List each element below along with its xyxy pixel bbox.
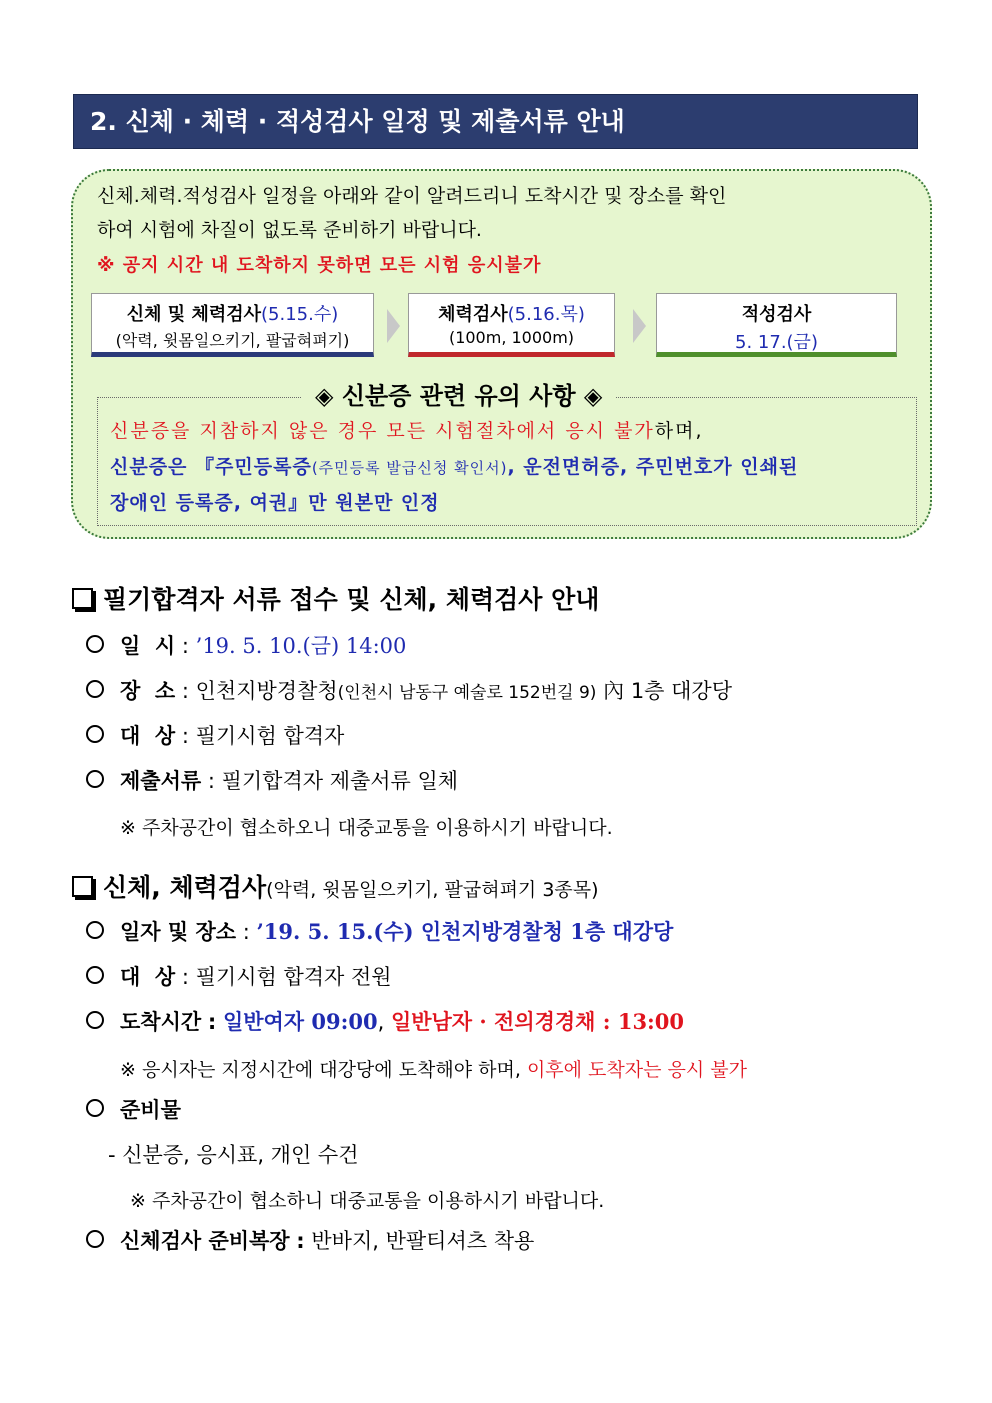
- arrival-warning: ※ 공지 시간 내 도착하지 못하면 모든 시험 응시불가: [97, 255, 542, 276]
- arrival-note-b: 이후에 도착자는 응시 불가: [526, 1059, 747, 1081]
- notice-intro: [97, 179, 726, 247]
- arrow-right-icon: [633, 309, 646, 343]
- prep-label: 준비물: [120, 1098, 181, 1122]
- circle-bullet-icon: [86, 680, 104, 698]
- intro-line-2: 하여 시험에 차질이 없도록 준비하기 바랍니다.: [97, 219, 482, 241]
- step-date: 5. 17.(금): [735, 332, 818, 353]
- section2-date-row: 일자 및 장소 : ’19. 5. 15.(수) 인천지방경찰청 1층 대강당: [86, 916, 673, 946]
- arrival-women: 일반여자 09:00: [222, 1009, 378, 1034]
- step-name: 적성검사: [741, 304, 812, 325]
- circle-bullet-icon: [86, 921, 104, 939]
- id-line-3: 장애인 등록증, 여권』만 원본만 인정: [110, 492, 440, 514]
- circle-bullet-icon: [86, 725, 104, 743]
- step-detail: (악력, 윗몸일으키기, 팔굽혀펴기): [115, 331, 350, 350]
- section1-target-row: 대 상 : 필기시험 합격자: [86, 720, 344, 750]
- circle-bullet-icon: [86, 966, 104, 984]
- step-date: (5.16.목): [507, 304, 585, 325]
- intro-line-1: 신체.체력.적성검사 일정을 아래와 같이 알려드리니 도착시간 및 장소를 확인: [97, 185, 727, 207]
- target-label: 대 상: [120, 724, 176, 748]
- docs-label: 제출서류: [120, 769, 202, 793]
- date-place-label: 일자 및 장소: [120, 920, 237, 944]
- target-label: 대 상: [120, 965, 176, 989]
- arrival-label: 도착시간: [120, 1010, 202, 1034]
- id-notice-title: ◈ 신분증 관련 유의 사항 ◈: [301, 376, 616, 411]
- step-name: 체력검사: [438, 304, 508, 325]
- id-line-2-b: , 운전면허증, 주민번호가 인쇄된: [507, 456, 799, 478]
- id-line-2: [110, 452, 798, 479]
- id-line-2-a: 신분증은 『주민등록증: [110, 456, 312, 478]
- place-address: (인천시 남동구 예술로 152번길 9): [337, 683, 597, 703]
- checkbox-icon: [72, 588, 93, 609]
- id-line-1-rest: 하며,: [654, 420, 704, 442]
- target-value: 필기시험 합격자: [195, 724, 345, 748]
- section2-prep-row: [86, 1094, 181, 1124]
- step-name: 신체 및 체력검사: [126, 304, 261, 325]
- date-value: ’19. 5. 10.(금) 14:00: [195, 634, 407, 658]
- prep-parking-note: ※ 주차공간이 협소하니 대중교통을 이용하시기 바랍니다.: [130, 1190, 605, 1212]
- section2-heading: [72, 868, 599, 904]
- step-fitness: [408, 293, 615, 357]
- target-value: 필기시험 합격자 전원: [195, 965, 392, 989]
- section2-heading-text: 신체, 체력검사: [103, 873, 267, 902]
- page-title: 2. 신체 · 체력 · 적성검사 일정 및 제출서류 안내: [73, 94, 918, 149]
- id-notice-box: [97, 397, 917, 526]
- step-date: (5.15.수): [261, 304, 339, 325]
- arrow-right-icon: [387, 309, 400, 343]
- circle-bullet-icon: [86, 1011, 104, 1029]
- circle-bullet-icon: [86, 635, 104, 653]
- circle-bullet-icon: [86, 770, 104, 788]
- section2-heading-sub: (악력, 윗몸일으키기, 팔굽혀펴기 3종목): [266, 879, 599, 901]
- section1-date-row: 일 시 : ’19. 5. 10.(금) 14:00: [86, 630, 406, 660]
- section1-heading: [72, 580, 599, 616]
- dress-value: 반바지, 반팔티셔츠 착용: [311, 1229, 535, 1253]
- section1-place-row: 장 소 : 인천지방경찰청(인천시 남동구 예술로 152번길 9) 內 1층 대강당: [86, 675, 732, 705]
- id-line-1-warning: 신분증을 지참하지 않은 경우 모든 시험절차에서 응시 불가: [110, 420, 655, 442]
- docs-value: 필기합격자 제출서류 일체: [221, 769, 459, 793]
- section2-dress-row: 신체검사 준비복장 : 반바지, 반팔티셔츠 착용: [86, 1225, 534, 1255]
- section1-parking-note: ※ 주차공간이 협소하오니 대중교통을 이용하시기 바랍니다.: [120, 817, 613, 839]
- checkbox-icon: [72, 876, 93, 897]
- date-place-value: ’19. 5. 15.(수) 인천지방경찰청 1층 대강당: [256, 919, 674, 944]
- place-label: 장 소: [120, 679, 176, 703]
- step-detail: (100m, 1000m): [448, 328, 575, 347]
- step-physical-fitness: [91, 293, 374, 357]
- arrival-note-a: ※ 응시자는 지정시간에 대강당에 도착해야 하며,: [120, 1059, 521, 1081]
- place-value: 인천지방경찰청: [195, 679, 338, 703]
- step-aptitude: [656, 293, 897, 357]
- circle-bullet-icon: [86, 1099, 104, 1117]
- section2-arrival-row: 도착시간 : 일반여자 09:00, 일반남자 · 전의경경채 : 13:00: [86, 1006, 684, 1036]
- notice-box: [71, 169, 932, 539]
- prep-items: - 신분증, 응시표, 개인 수건: [108, 1143, 359, 1167]
- section1-docs-row: 제출서류 : 필기합격자 제출서류 일체: [86, 765, 458, 795]
- place-rest: 內 1층 대강당: [603, 679, 732, 703]
- id-line-2-small: (주민등록 발급신청 확인서): [311, 459, 508, 477]
- arrival-note: [120, 1055, 747, 1082]
- date-label: 일 시: [120, 634, 176, 658]
- section1-heading-text: 필기합격자 서류 접수 및 신체, 체력검사 안내: [103, 585, 600, 614]
- circle-bullet-icon: [86, 1230, 104, 1248]
- section2-target-row: 대 상 : 필기시험 합격자 전원: [86, 961, 392, 991]
- arrival-men: 일반남자 · 전의경경채 : 13:00: [390, 1009, 685, 1034]
- dress-label: 신체검사 준비복장: [120, 1229, 290, 1253]
- id-line-1: [110, 416, 704, 443]
